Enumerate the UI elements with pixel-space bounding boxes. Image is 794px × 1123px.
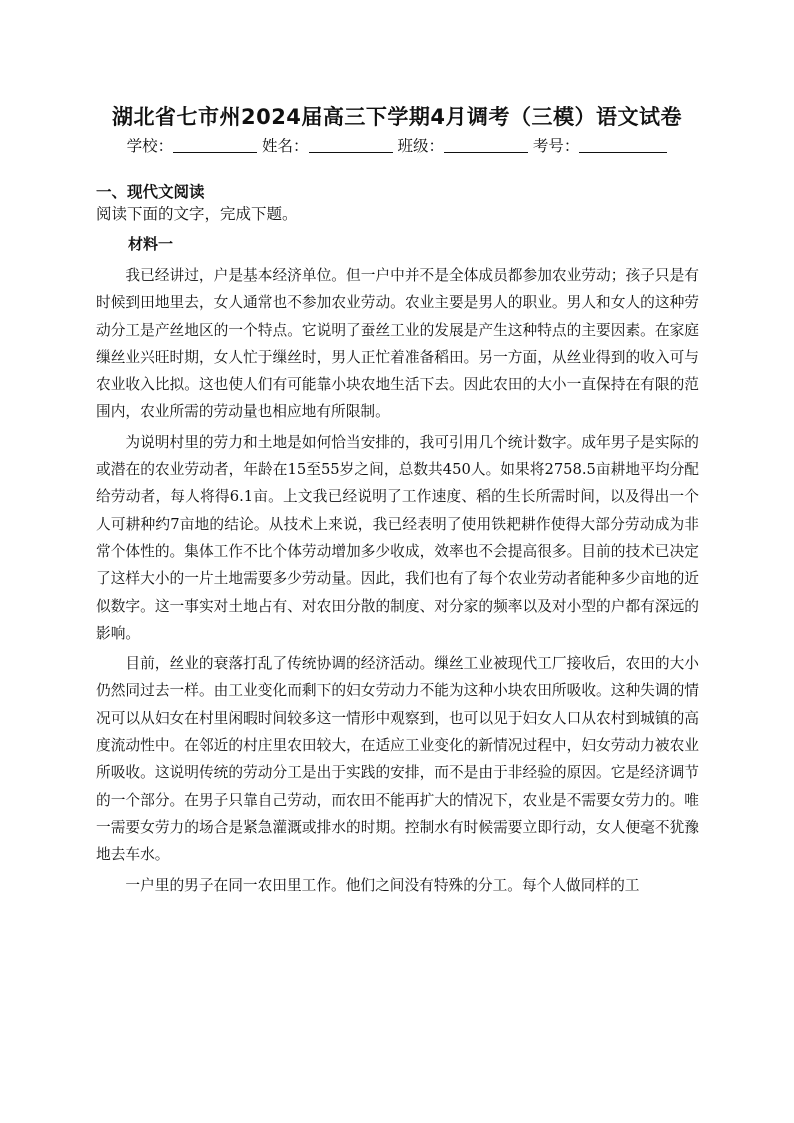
passage-paragraph: 为说明村里的劳力和土地是如何恰当安排的，我可引用几个统计数字。成年男子是实际的或潜在的农业劳动者，年龄在15至55岁之间，总数共450人。如果将2758.5亩耕地平均分配给劳动者，每人将得6.1亩。上文我已经说明了工作速度、稻的生长所需时间，以及得出一个人可耕种约7亩地的结论。从技术上来说，我已经表明了使用铁耙耕作使得大部分劳动成为非常个体性的。集体工作不比个体劳动增加多少收成，效率也不会提高很多。目前的技术已决定了这样大小的一片土地需要多少劳动量。因此，我们也有了每个农业劳动者能种多少亩地的近似数字。这一事实对土地占有、对农田分散的制度、对分家的频率以及对小型的户都有深远的影响。 <box>96 433 699 642</box>
passage-body <box>96 262 699 899</box>
exam-no-blank[interactable] <box>579 138 667 153</box>
passage-paragraph: 我已经讲过，户是基本经济单位。但一户中并不是全体成员都参加农业劳动；孩子只是有时候到田地里去，女人通常也不参加农业劳动。农业主要是男人的职业。男人和女人的这种劳动分工是产丝地区的一个特点。它说明了蚕丝工业的发展是产生这种特点的主要因素。在家庭缫丝业兴旺时期，女人忙于缫丝时，男人正忙着准备稻田。另一方面，从丝业得到的收入可与农业收入比拟。这也使人们有可能靠小块农地生活下去。因此农田的大小一直保持在有限的范围内，农业所需的劳动量也相应地有所限制。 <box>96 267 699 421</box>
passage-paragraph: 目前，丝业的衰落打乱了传统协调的经济活动。缫丝工业被现代工厂接收后，农田的大小仍然同过去一样。由工业变化而剩下的妇女劳动力不能为这种小块农田所吸收。这种失调的情况可以从妇女在村里闲暇时间较多这一情形中观察到，也可以见于妇女人口从农村到城镇的高度流动性中。在邻近的村庄里农田较大，在适应工业变化的新情况过程中，妇女劳动力被农业所吸收。这说明传统的劳动分工是出于实践的安排，而不是由于非经验的原因。它是经济调节的一个部分。在男子只靠自己劳动，而农田不能再扩大的情况下，农业是不需要女劳力的。唯一需要女劳力的场合是紧急灌溉或排水的时期。控制水有时候需要立即行动，女人便毫不犹豫地去车水。 <box>96 655 699 864</box>
section-heading: 一、现代文阅读 <box>96 183 205 201</box>
student-info-line <box>0 136 794 156</box>
class-blank[interactable] <box>444 138 528 153</box>
class-label: 班级： <box>397 137 444 155</box>
material-label: 材料一 <box>128 235 174 253</box>
exam-no-label: 考号： <box>532 137 580 155</box>
school-blank[interactable] <box>173 138 257 153</box>
name-blank[interactable] <box>309 138 393 153</box>
name-label: 姓名： <box>262 137 309 155</box>
school-label: 学校： <box>126 137 174 155</box>
reading-instruction: 阅读下面的文字，完成下题。 <box>96 205 298 223</box>
exam-title: 湖北省七市州2024届高三下学期4月调考（三模）语文试卷 <box>111 105 683 129</box>
passage-paragraph: 一户里的男子在同一农田里工作。他们之间没有特殊的分工。每个人做同样的工 <box>125 876 640 894</box>
